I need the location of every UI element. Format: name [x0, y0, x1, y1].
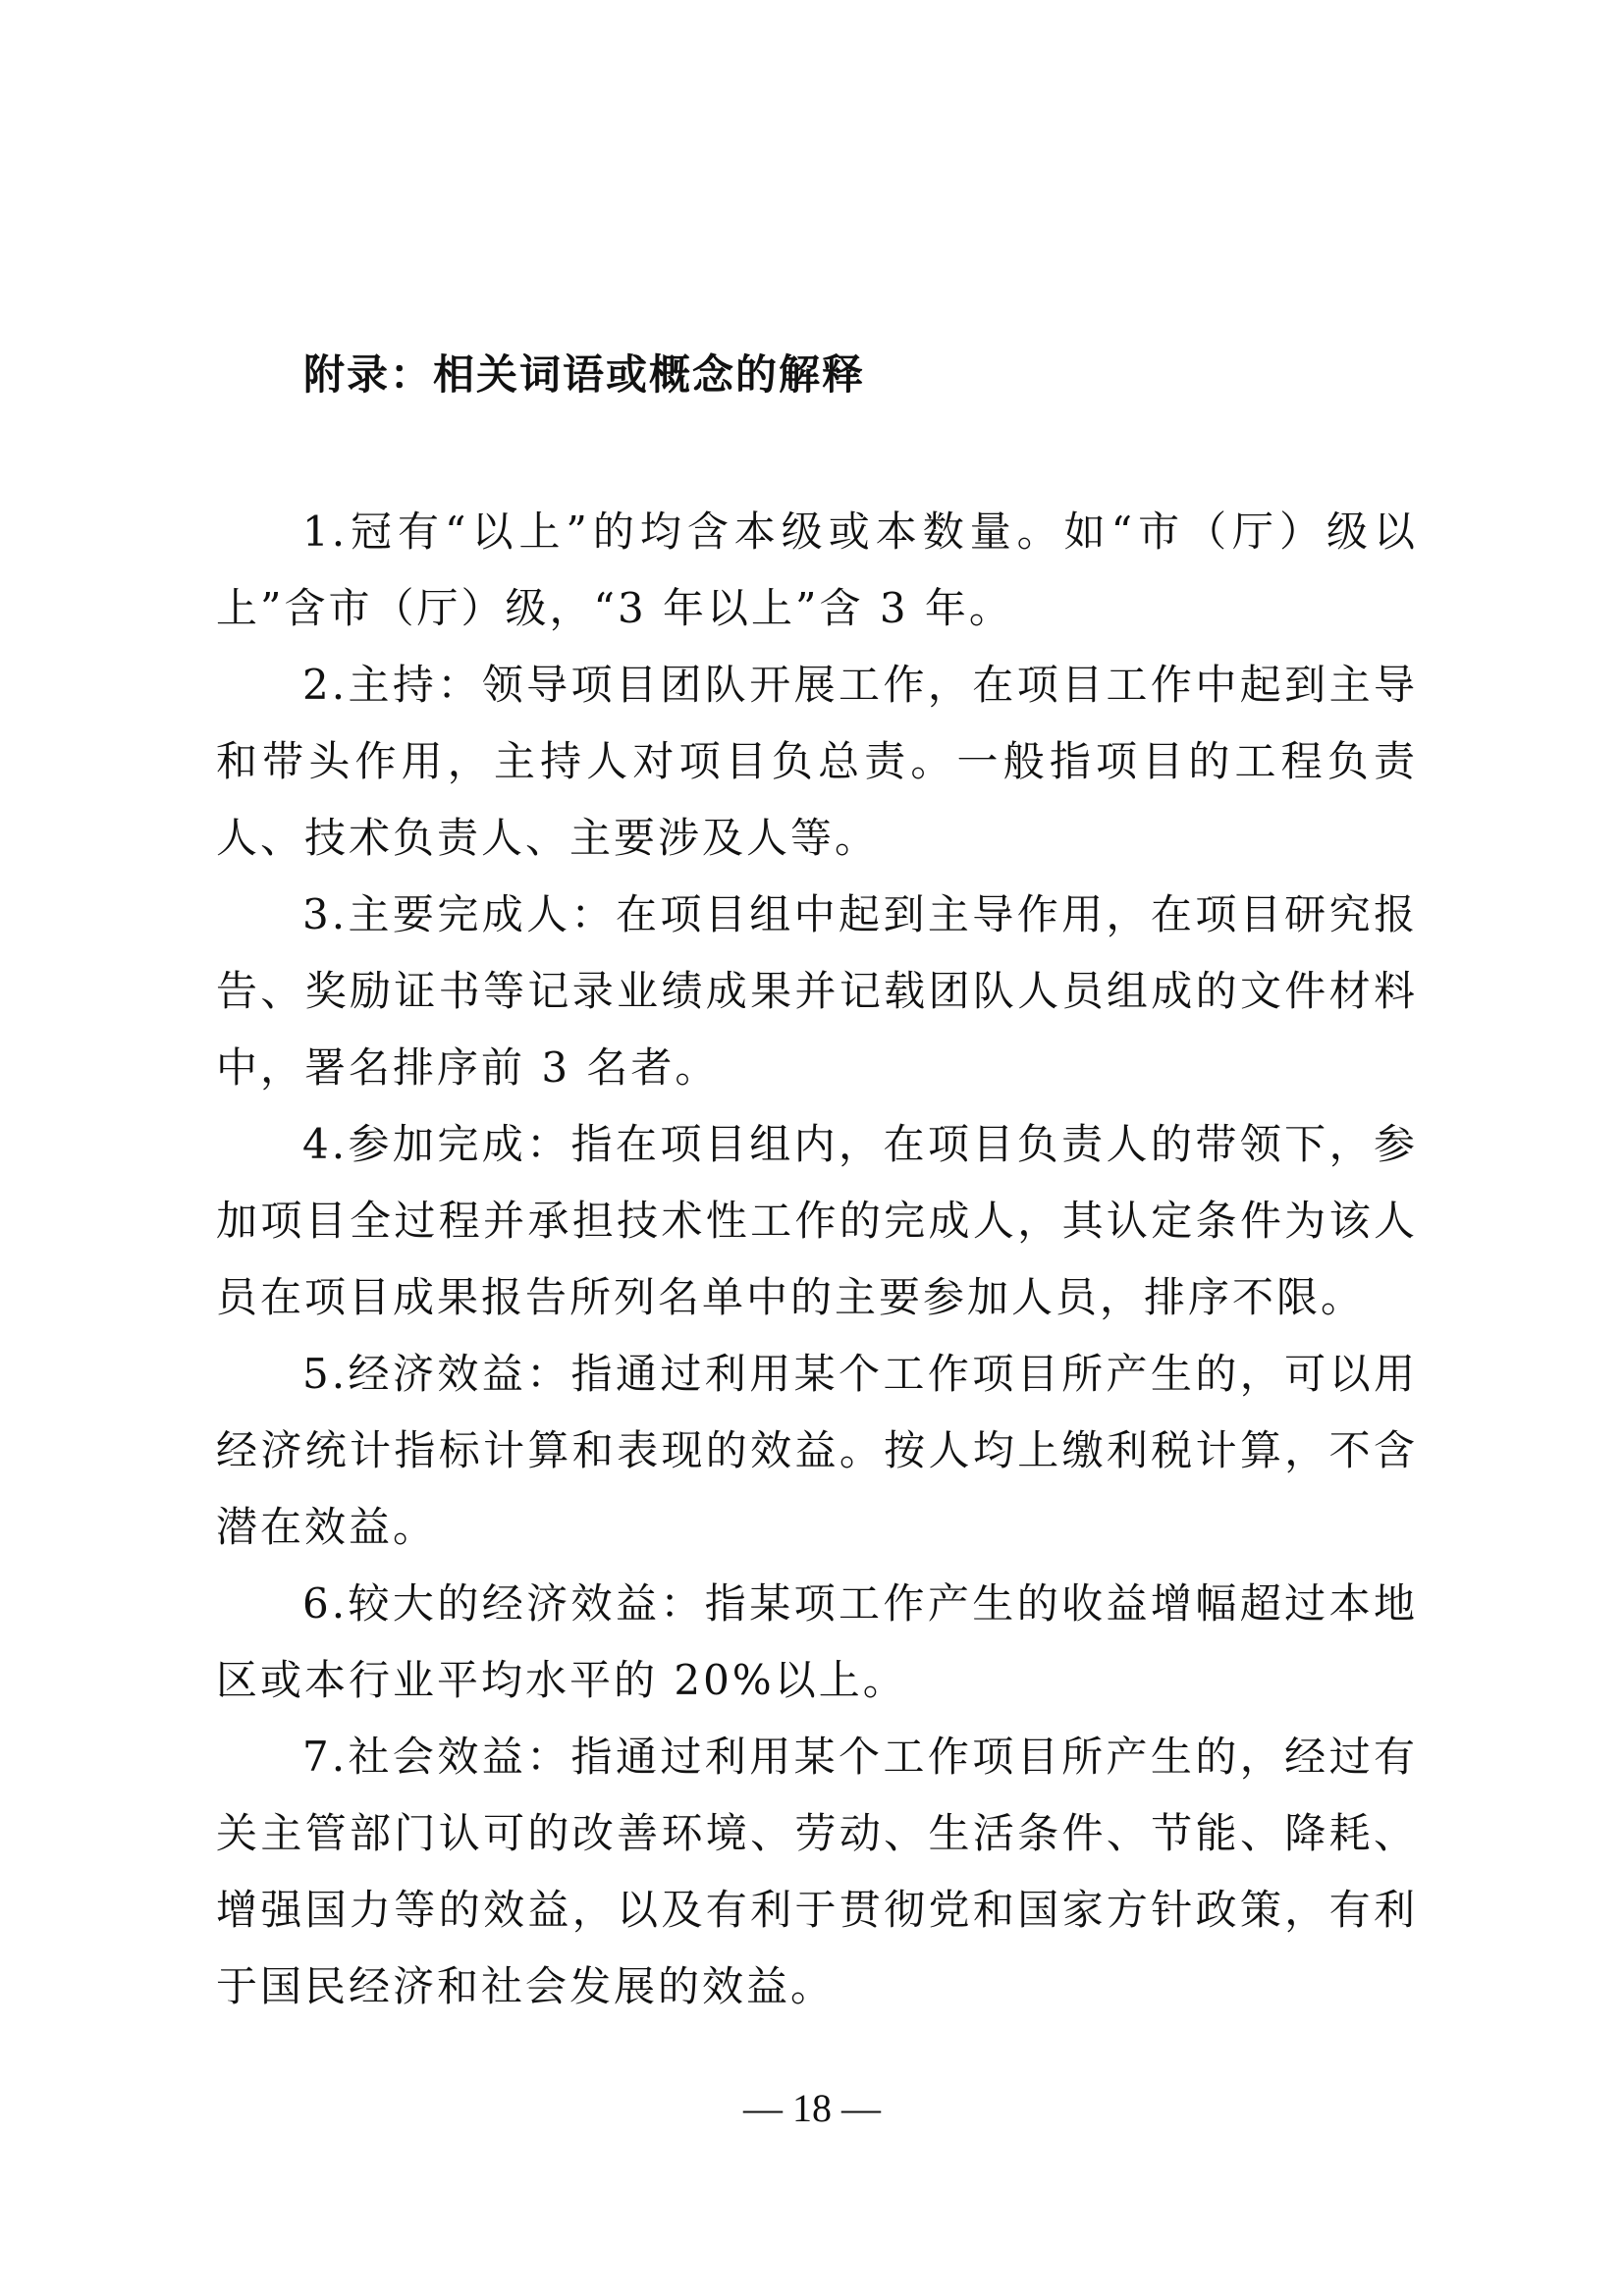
definition-paragraph-4: 4.参加完成：指在项目组内，在项目负责人的带领下，参加项目全过程并承担技术性工作的完成人，其认定条件为该人员在项目成果报告所列名单中的主要参加人员，排序不限。	[216, 1120, 1418, 1321]
definition-paragraph-2: 2.主持：领导项目团队开展工作，在项目工作中起到主导和带头作用，主持人对项目负总责。一般指项目的工程负责人、技术负责人、主要涉及人等。	[216, 661, 1418, 862]
definition-paragraph-3: 3.主要完成人：在项目组中起到主导作用，在项目研究报告、奖励证书等记录业绩成果并记载团队人员组成的文件材料中，署名排序前 3 名者。	[216, 890, 1418, 1092]
appendix-heading: 附录：相关词语或概念的解释	[303, 350, 866, 399]
definition-paragraph-1: 1.冠有“以上”的均含本级或本数量。如“市（厅）级以上”含市（厅）级，“3 年以上”含 3 年。	[216, 507, 1418, 632]
definition-paragraph-5: 5.经济效益：指通过利用某个工作项目所产生的，可以用经济统计指标计算和表现的效益。按人均上缴利税计算，不含潜在效益。	[216, 1350, 1418, 1551]
definition-paragraph-6: 6.较大的经济效益：指某项工作产生的收益增幅超过本地区或本行业平均水平的 20%以上。	[216, 1579, 1418, 1704]
page-number: — 18 —	[743, 2086, 881, 2130]
definition-paragraph-7: 7.社会效益：指通过利用某个工作项目所产生的，经过有关主管部门认可的改善环境、劳动、生活条件、节能、降耗、增强国力等的效益，以及有利于贯彻党和国家方针政策，有利于国民经济和社会发展的效益。	[216, 1733, 1418, 2010]
definitions-body	[216, 494, 1418, 2025]
